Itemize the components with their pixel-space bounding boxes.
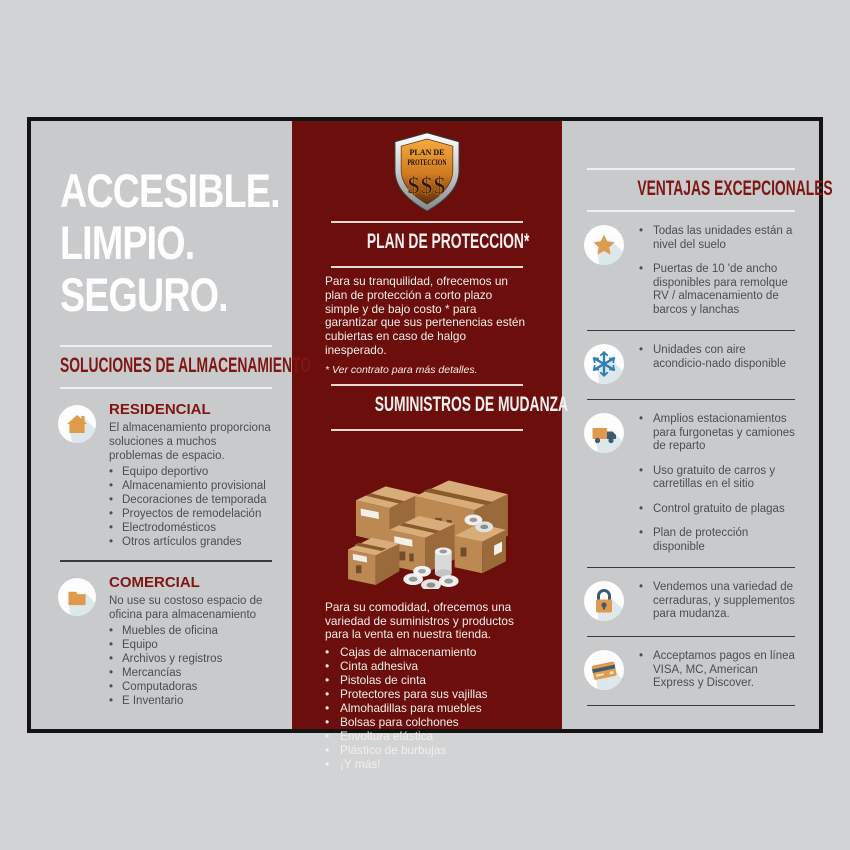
bullet-text: ¡Y más! (340, 757, 381, 772)
bullet-item (109, 653, 272, 667)
bullet-text: Acceptamos pagos en línea VISA, MC, American Express y Discover. (653, 650, 795, 689)
bullet-text: Cajas de almacenamiento (340, 645, 477, 660)
supplies-heading (325, 386, 569, 426)
bullet-dot: • (639, 464, 644, 477)
bullet-dot: • (109, 624, 114, 637)
bullet-item (639, 503, 795, 517)
bullet-item (109, 536, 272, 550)
advantage-group-air-conditioning (587, 344, 795, 386)
bullet-dot: • (109, 666, 114, 679)
bullet-item (639, 413, 795, 454)
divider (331, 429, 523, 431)
divider (60, 560, 272, 562)
bullet-text: Proyectos de remodelación (122, 508, 262, 520)
bullet-text: Equipo deportivo (122, 466, 209, 478)
bullet-dot: • (109, 494, 114, 506)
bullet-text: Protectores para sus vajillas (340, 687, 488, 702)
bullet-dot: • (325, 757, 330, 772)
bullet-dot: • (325, 715, 330, 730)
bullet-dot: • (639, 502, 644, 515)
supplies-heading-text: SUMINISTROS DE MUDANZA (374, 392, 569, 416)
advantage-items (639, 413, 795, 554)
bullet-item (109, 480, 272, 494)
star-icon (584, 225, 624, 265)
bullet-text: Vendemos una variedad de cerraduras, y supplementos para mudanza. (653, 581, 795, 620)
bullet-item (109, 695, 272, 709)
bullet-text: Todas las unidades están a nivel del suelo (653, 225, 793, 251)
bullet-dot: • (109, 680, 114, 693)
bullet-dot: • (325, 673, 330, 688)
bullet-dot: • (639, 263, 644, 275)
bullet-item (109, 667, 272, 681)
protection-plan-badge (325, 131, 529, 218)
bullet-text: Control gratuito de plagas (653, 502, 785, 515)
section-residencial (60, 401, 272, 550)
bullet-text: Amplios estacionamientos para furgonetas y camiones de reparto (653, 413, 795, 452)
bullet-text: Uso gratuito de carros y carretillas en el sitio (653, 464, 776, 490)
advantage-items (639, 650, 795, 691)
center-column (292, 121, 569, 772)
bullet-item (325, 744, 529, 758)
advantage-group-payments (587, 650, 795, 692)
bullet-text: Envoltura elástica (340, 729, 434, 744)
snowflake-icon (584, 344, 624, 384)
advantage-group-parking (587, 413, 795, 554)
supplies-bullet-list (325, 646, 529, 772)
bullet-dot: • (325, 687, 330, 702)
bullet-item (639, 527, 795, 554)
bullet-item (109, 522, 272, 536)
bullet-item (325, 688, 529, 702)
folder-icon (58, 578, 96, 616)
right-column (562, 121, 833, 729)
badge-dollars-text: $$$ (407, 173, 447, 200)
divider (587, 705, 795, 706)
badge-text-line2: PROTECCION (407, 157, 447, 167)
bullet-text: Cinta adhesiva (340, 659, 419, 674)
advantage-items (639, 225, 795, 317)
bullet-item (109, 508, 272, 522)
bullet-text: Almacenamiento provisional (122, 480, 266, 492)
badge-text-line1: PLAN DE (409, 148, 445, 158)
section-comercial (60, 574, 272, 709)
moving-boxes-illustration (325, 441, 529, 594)
bullet-item (639, 465, 795, 492)
bullet-item (325, 674, 529, 688)
boxes-image (327, 441, 527, 589)
divider (60, 387, 272, 389)
truck-icon (584, 413, 624, 453)
bullet-text: Computadoras (122, 680, 198, 693)
divider (587, 399, 795, 400)
bullet-text: Pistolas de cinta (340, 673, 426, 688)
bullet-item (639, 650, 795, 691)
advantage-items (639, 344, 795, 371)
house-icon (58, 405, 96, 443)
bullet-dot: • (639, 225, 644, 237)
bullet-text: Electrodomésticos (122, 522, 216, 534)
bullet-dot: • (109, 638, 114, 651)
divider (587, 636, 795, 637)
bullet-text: Decoraciones de temporada (122, 494, 267, 506)
bullet-item (325, 646, 529, 660)
advantage-items (639, 581, 795, 622)
headline-line-1: ACCESIBLE. (60, 164, 280, 217)
bullet-item (325, 758, 529, 772)
bullet-dot: • (639, 650, 644, 662)
bullet-text: Equipo (122, 638, 158, 651)
headline-line-2: LIMPIO. (60, 216, 195, 269)
bullet-dot: • (639, 527, 644, 539)
advantage-group-locks (587, 581, 795, 623)
supplies-body: Para su comodidad, ofrecemos una variedad de suministros y productos para la venta en nuestra tienda. (325, 599, 514, 642)
bullet-dot: • (639, 344, 644, 356)
protection-footnote: * Ver contrato para más detalles. (325, 363, 478, 376)
residencial-bullet-list (109, 466, 272, 550)
bullet-dot: • (325, 659, 330, 674)
bullet-dot: • (109, 652, 114, 665)
bullet-dot: • (325, 729, 330, 744)
comercial-bullet-list (109, 625, 272, 709)
headline-line-3: SEGURO. (60, 268, 228, 321)
bullet-dot: • (109, 694, 114, 707)
main-headline (60, 164, 280, 321)
protection-body: Para su tranquilidad, ofrecemos un plan de protección a corto plazo simple y de bajo costo * para garantizar que sus pertenencias estén cubiertas en caso de halgo inesperado. (325, 274, 526, 357)
section-intro: El almacenamiento proporciona soluciones a muchos problemas de espacio. (109, 422, 271, 462)
right-column-heading (587, 170, 833, 210)
bullet-item (109, 639, 272, 653)
bullet-dot: • (639, 581, 644, 593)
bullet-text: Archivos y registros (122, 652, 223, 665)
left-column-heading (60, 347, 312, 387)
bullet-item (109, 466, 272, 480)
bullet-text: Almohadillas para muebles (340, 701, 482, 716)
bullet-dot: • (109, 522, 114, 534)
right-column-heading-text: VENTAJAS EXCEPCIONALES (637, 177, 833, 200)
bullet-text: Plan de protección disponible (653, 527, 749, 553)
bullet-dot: • (109, 466, 114, 478)
section-intro: No use su costoso espacio de oficina para almacenamiento (109, 594, 263, 621)
advantage-group-ground-level (587, 225, 795, 317)
section-title: COMERCIAL (109, 573, 200, 591)
bullet-text: Unidades con aire acondicio-nado disponible (653, 344, 786, 370)
bullet-item (109, 625, 272, 639)
protection-heading (325, 223, 529, 263)
bullet-text: E Inventario (122, 694, 184, 707)
bullet-text: Bolsas para colchones (340, 715, 459, 730)
bullet-item (639, 263, 795, 317)
bullet-text: Otros artículos grandes (122, 536, 242, 548)
lock-icon (584, 581, 624, 621)
bullet-dot: • (325, 701, 330, 716)
bullet-item (325, 702, 529, 716)
bullet-dot: • (639, 413, 644, 425)
bullet-text: Muebles de oficina (122, 624, 218, 637)
bullet-text: Mercancías (122, 666, 182, 679)
brochure-panel (27, 117, 833, 772)
left-column (31, 121, 312, 729)
bullet-text: Puertas de 10 'de ancho disponibles para remolque RV / almacenamiento de barcos y lanchas (653, 263, 788, 316)
bullet-item (325, 660, 529, 674)
bullet-item (109, 681, 272, 695)
bullet-item (639, 581, 795, 622)
divider (331, 266, 523, 268)
shield-icon (386, 131, 468, 213)
bullet-text: Plástico de burbujas (340, 743, 447, 758)
section-title: RESIDENCIAL (109, 401, 211, 418)
bullet-item (109, 494, 272, 508)
divider (587, 210, 795, 212)
protection-heading-text: PLAN DE PROTECCION* (366, 230, 530, 253)
bullet-item (325, 730, 529, 744)
credit-card-icon (584, 650, 624, 690)
bullet-dot: • (325, 645, 330, 660)
bullet-item (325, 716, 529, 730)
bullet-dot: • (109, 508, 114, 520)
bullet-item (639, 344, 795, 371)
left-column-heading-text: SOLUCIONES DE ALMACENAMIENTO (60, 354, 312, 377)
divider (587, 330, 795, 331)
bullet-item (639, 225, 795, 252)
divider (587, 567, 795, 568)
bullet-dot: • (109, 480, 114, 492)
bullet-dot: • (109, 536, 114, 548)
bullet-dot: • (325, 743, 330, 758)
